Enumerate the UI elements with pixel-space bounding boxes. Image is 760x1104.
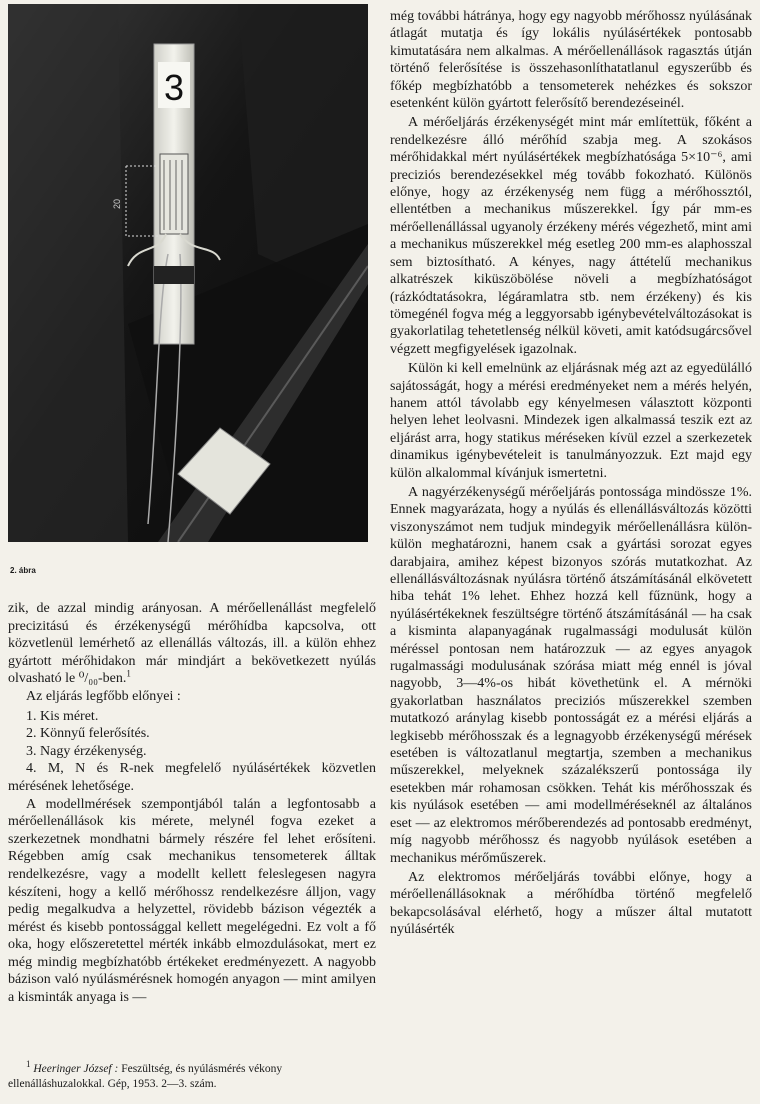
list-item: 3. Nagy érzékenység.: [26, 743, 147, 759]
footnote: [8, 1059, 376, 1092]
right-column: [390, 8, 752, 941]
advantages-list: [8, 708, 376, 761]
list-item: 1. Kis méret.: [26, 708, 99, 724]
left-text-block: [8, 600, 376, 1007]
figure-caption: 2. ábra: [10, 566, 36, 575]
right-paragraph-2: A mérőeljárás érzékenységét mint már említettük, főként a rendelkezésre álló mérőhíd szabja meg. A szokásos mérőhidakkal mért nyúlásértékek megbízhatósága 5×10⁻⁶, ami preciziós berendezésekkel még tovább fokozható. Különös előnye, hogy az érzékenység nem függ a mérőhossztól, ellentétben a mechanikus műszerekkel. Így pár mm-es mérőellenállással ugyanoly érzékeny mérés végezhető, mint ami a mechanikus műszerekkel még esetleg 200 mm-es alaphosszal sem biztosítható. A kényes, nagy áttételű mechanikus alkatrészek kiküszöbölése növeli a megbízhatóságot (rázkódtatásokra, légáramlatra stb. nem érzékeny) és kis tömegénél fogva még a leggyorsabb igénybevételváltozásokat is gyakorlatilag tehetetlenség nélkül követi, amit katódsugárcsővel végzett megfigyelések igazolnak.: [390, 115, 752, 357]
footnote-author: Heeringer József :: [33, 1063, 119, 1075]
svg-text:20: 20: [112, 198, 122, 209]
list-item: 4. M, N és R-nek megfelelő nyúlásértékek közvetlen mérésének lehetősége.: [8, 761, 376, 794]
footnote-text: Feszültség, és nyúlásmérés vékony ellenálláshuzalokkal. Gép, 1953. 2—3. szám.: [8, 1063, 283, 1090]
figure-label-number: 3: [163, 67, 185, 108]
figure-photo-drawing: [8, 4, 368, 542]
list-item: 2. Könnyű felerősítés.: [26, 726, 150, 742]
figure-photo: [8, 4, 368, 542]
right-paragraph-4: A nagyérzékenységű mérőeljárás pontossága mindössze 1%. Ennek magyarázata, hogy a nyúlás és ellenállásváltozás közötti viszonyszámot nem tudjuk mindegyik mérőellenállásra külön-külön meghatározni, hanem csak a gyártási sorozat egyes darabjaira, amihez képest bizonyos szórás mutatkozhat. Az ellenállásváltozásnak nyúlásra történő átszámításánál elkövetett hiba tehát 1% lehet. Ehhez hozzá kell fűznünk, hogy a nyúlásértékeknek feszültségre történő átszámításánál — ha csak a kisminta alapanyagának rugalmassági modulusát külön méréssel pontosan nem határozzuk — az egyes anyagok rugalmassági modulusának szórása miatt még ennél is jóval nagyobb, 3—4%-os hibát követhetünk el. A mérnöki gyakorlatban használatos preciziós műszerekkel szemben mutatkozó aránylag kisebb pontosságát ez a mérési eljárás a legkisebb mérőhosszak és a legnagyobb érzékenységű mérések esetében is változatlanul megtartja, szemben a mechanikus műszerekkel, melyeknek százalékszerű pontossága ily esetekben már rohamosan csökken. Tehát kis mérőhosszak és kis nyúlások esetében — ami modellméréseknél az általános eset — az elektromos mérőberendezés ad pontosabb eredményt, míg nagyobb mérőhossz és nagyobb nyúlások esetében a mechanikus mérőműszerek.: [390, 484, 752, 866]
left-paragraph-1-text: zik, de azzal mindig arányosan. A mérőellenállást megfelelő precizitású és érzékenységű mérőhídba kapcsolva, ott közvetlenül lemérhető az ellenállás változás, ill. a külön ehhez gyártott mérőhidakon már mindjárt a bekövetkezett nyúlás olvasható le ⁰/₀₀-ben.: [8, 601, 376, 687]
left-paragraph-2: A modellmérések szempontjából talán a legfontosabb a mérőellenállások kis mérete, melynél fogva ezeket a szerkezetnek mondhatni bármely részére fel lehet erősíteni. Régebben amíg csak mechanikus tensometerek álltak rendelkezésre, vagy a modellt kellett feleslegesen nagyra készíteni, hogy a kellő mérőhossz rendelkezésre álljon, vagy pedig megalkudva a helyzettel, rövidebb bázison végezték a mérést és kisebb pontossággal kellett megelégedni. Ez volt a fő oka, hogy előszeretettel mérték inkább elmozdulásokat, mert ez még mindig megbízhatóbb értékeket eredményezett. A nagyobb bázison való nyúlásmérésnek homogén anyagon — mint amilyen a kisminták anyaga is —: [8, 796, 376, 1006]
right-paragraph-3: Külön ki kell emelnünk az eljárásnak még azt az egyedülálló sajátosságát, hogy a mérési eredményeket nem a mérés helyén, hanem attól távolabb egy kényelmesen választott központi helyen lehet leolvasni. Mindezek igen alkalmassá teszik ezt az eljárást arra, hogy statikus méréseken kívül ezzel a szerkezetek dinamikus igénybevételeit is tanulmányozzuk. Ezt majd egy külön alkalommal kívánjuk ismertetni.: [390, 361, 752, 481]
footnote-ref: 1: [126, 668, 131, 679]
right-paragraph-5: Az elektromos mérőeljárás további előnye, hogy a mérőellenállásoknak a mérőhídba történő megfelelő bekapcsolásával elérhető, hogy a műszer által mutatott nyúlásérték: [390, 869, 752, 938]
left-paragraph-1: [8, 600, 376, 688]
advantages-intro: Az eljárás legfőbb előnyei :: [26, 688, 181, 704]
footnote-mark: 1: [26, 1059, 31, 1070]
right-paragraph-1: még további hátránya, hogy egy nagyobb mérőhossz nyúlásának átlagát mutatja és így lokális nyúlásértékek pontosabb kimutatására nem alkalmas. A mérőellenállások ragasztás útján történő felerősítése is összehasonlíthatatlanul egyszerűbb és főkép megbízhatóbb a tensometerek nehézkes és sokszor esetenként külön gyártott felerősítő berendezéseinél.: [390, 9, 752, 112]
